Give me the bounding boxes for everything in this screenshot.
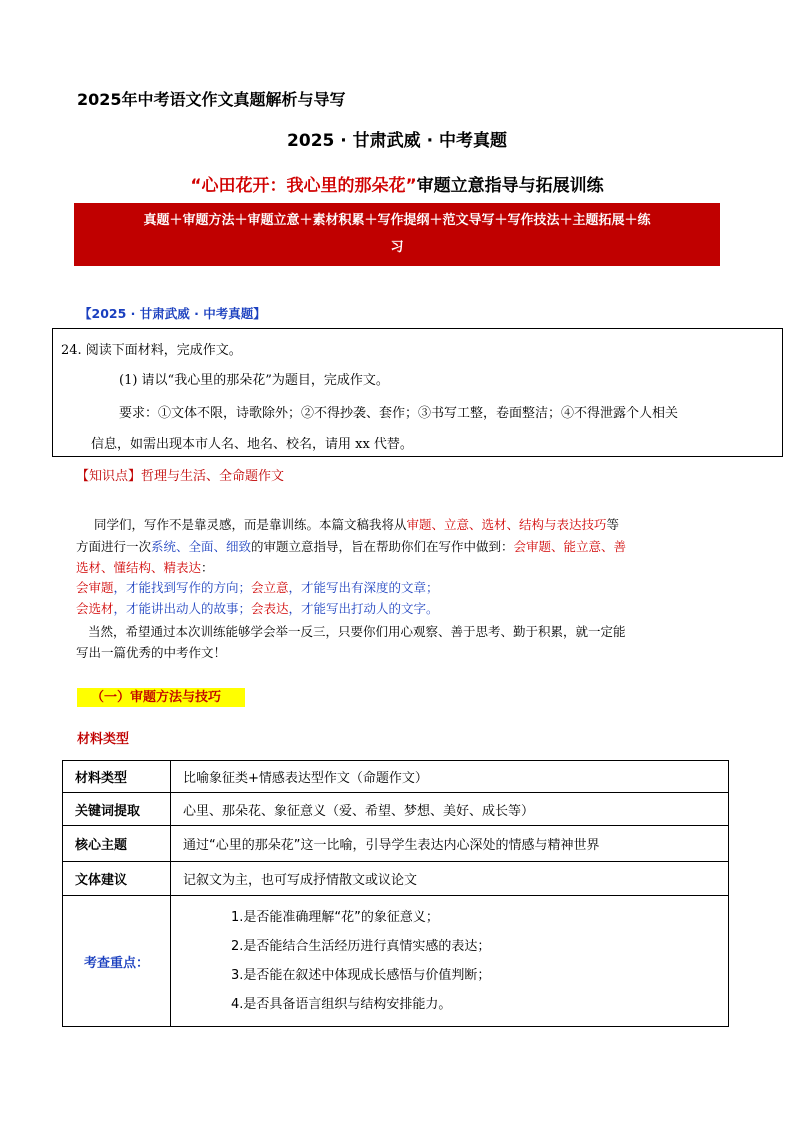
table-row xyxy=(63,761,729,793)
focus-key: 考查重点： xyxy=(63,896,171,1027)
banner-line-2: 习 xyxy=(390,240,404,255)
material-type-heading: 材料类型 xyxy=(77,732,130,747)
intro-text: ，才能找到写作的方向； xyxy=(113,580,252,595)
table-key: 关键词提取 xyxy=(63,793,171,826)
question-line-4: 信息，如需出现本市人名、地名、校名，请用 xx 代替。 xyxy=(91,437,413,452)
intro-line-3 xyxy=(76,558,726,576)
exam-source-title: 2025 · 甘肃武威 · 中考真题 xyxy=(287,131,507,151)
question-line-3: 要求：①文体不限，诗歌除外；②不得抄袭、套作；③书写工整，卷面整洁；④不得泄露个人相关 xyxy=(119,406,679,421)
intro-text: 当然，希望通过本次训练能够学会举一反三，只要你们用心观察、善于思考、勤于积累，就一定能 xyxy=(88,624,626,639)
table-value: 比喻象征类+情感表达型作文（命题作文） xyxy=(171,761,729,793)
intro-text: ，才能讲出动人的故事； xyxy=(113,601,252,616)
intro-emphasis: 会审题 xyxy=(76,580,114,595)
knowledge-label: 【知识点】 xyxy=(76,469,142,484)
intro-line-2 xyxy=(76,537,726,555)
intro-emphasis: 会表达 xyxy=(251,601,289,616)
table-key: 核心主题 xyxy=(63,826,171,862)
intro-text: 等 xyxy=(606,517,620,532)
table-key: 文体建议 xyxy=(63,862,171,896)
question-box xyxy=(52,328,783,457)
intro-text: ，才能写出打动人的文字。 xyxy=(288,601,439,616)
topic-title xyxy=(0,171,794,196)
focus-list xyxy=(183,903,716,1019)
intro-line-5 xyxy=(76,599,726,617)
intro-emphasis: 审题、立意、选材、结构与表达技巧 xyxy=(406,517,607,532)
method-heading: （一）审题方法与技巧 xyxy=(77,688,245,707)
intro-emphasis: 系统、全面、细致 xyxy=(151,539,252,554)
intro-line-4 xyxy=(76,578,726,596)
document-title: 2025年中考语文作文真题解析与导写 xyxy=(77,90,346,109)
intro-text: ，才能写出有深度的文章； xyxy=(288,580,439,595)
contents-banner xyxy=(74,203,720,266)
focus-item: 4.是否具备语言组织与结构安排能力。 xyxy=(231,997,452,1012)
intro-text: 同学们，写作不是靠灵感，而是靠训练。本篇文稿我将从 xyxy=(94,517,407,532)
focus-item: 3.是否能在叙述中体现成长感悟与价值判断； xyxy=(231,968,491,983)
table-row xyxy=(63,826,729,862)
focus-item: 2.是否能结合生活经历进行真情实感的表达； xyxy=(231,939,491,954)
focus-cell xyxy=(171,896,729,1027)
intro-emphasis: 会选材 xyxy=(76,601,114,616)
section-tag: 【2025 · 甘肃武威 · 中考真题】 xyxy=(79,306,266,321)
question-line-2: (1) 请以“我心里的那朵花”为题目，完成作文。 xyxy=(119,373,389,388)
table-value: 心里、那朵花、象征意义（爱、希望、梦想、美好、成长等） xyxy=(171,793,729,826)
knowledge-value: 哲理与生活、全命题作文 xyxy=(141,469,285,484)
intro-text: ： xyxy=(201,560,214,575)
knowledge-point xyxy=(76,465,284,484)
table-row xyxy=(63,793,729,826)
focus-item: 1.是否能准确理解“花”的象征意义； xyxy=(231,910,439,925)
analysis-table xyxy=(62,760,729,1027)
topic-title-quote: “心田花开：我心里的那朵花” xyxy=(190,176,417,196)
intro-text: 方面进行一次 xyxy=(76,539,152,554)
question-line-1: 24. 阅读下面材料，完成作文。 xyxy=(61,343,242,358)
intro-text: 的审题立意指导，旨在帮助你们在写作中做到： xyxy=(251,539,514,554)
table-row xyxy=(63,862,729,896)
intro-emphasis: 会审题、能立意、善 xyxy=(513,539,627,554)
intro-emphasis: 会立意 xyxy=(251,580,289,595)
intro-line-6 xyxy=(76,622,726,640)
table-row xyxy=(63,896,729,1027)
table-value: 通过“心里的那朵花”这一比喻，引导学生表达内心深处的情感与精神世界 xyxy=(171,826,729,862)
table-key: 材料类型 xyxy=(63,761,171,793)
table-value: 记叙文为主，也可写成抒情散文或议论文 xyxy=(171,862,729,896)
intro-emphasis: 选材、懂结构、精表达 xyxy=(76,560,202,575)
intro-line-7: 写出一篇优秀的中考作文！ xyxy=(76,645,227,660)
topic-title-rest: 审题立意指导与拓展训练 xyxy=(416,176,604,196)
intro-line-1 xyxy=(76,515,726,533)
banner-line-1: 真题＋审题方法＋审题立意＋素材积累＋写作提纲＋范文导写＋写作技法＋主题拓展＋练 xyxy=(143,213,651,228)
